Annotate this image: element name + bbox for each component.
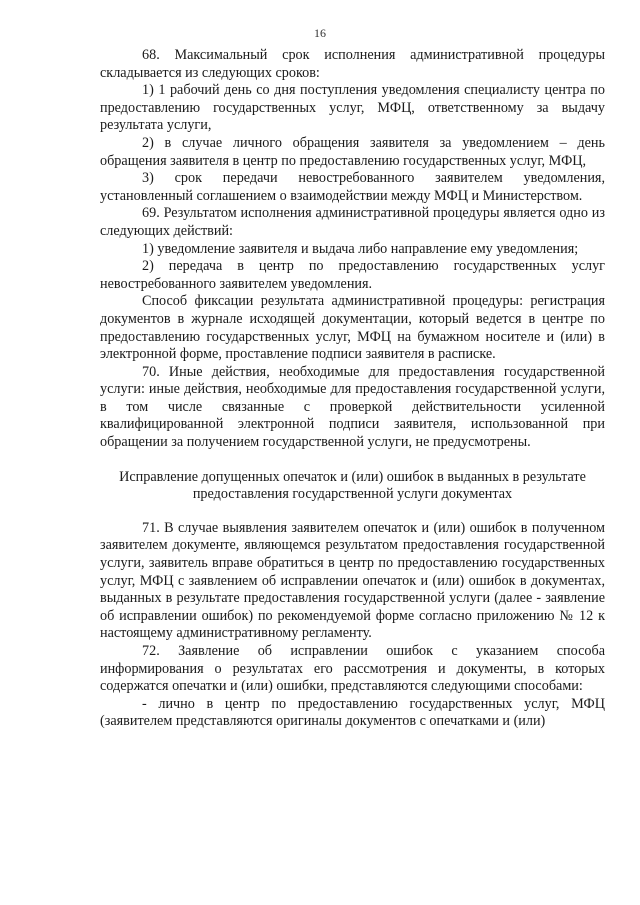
section-heading-line-2: предоставления государственной услуги документах bbox=[192, 486, 513, 503]
paragraph-68: 68. Максимальный срок исполнения административной процедуры складывается из следующих сроков: bbox=[100, 47, 605, 81]
paragraph-68-item-1: 1) 1 рабочий день со дня поступления уведомления специалисту центра по предоставлению государственных услуг, МФЦ, ответственному за выдачу результата услуги, bbox=[100, 82, 605, 134]
paragraph-71: 71. В случае выявления заявителем опечаток и (или) ошибок в полученном заявителем документе, являющемся результатом предоставления государственной услуги, заявитель вправе обратиться в центр по предоставлению государственных услуг, МФЦ с заявлением об исправлении опечаток и (или) ошибок в документах, выданных в результате предоставления государственной услуги (далее - заявление об исправлении ошибок) по рекомендуемой форме согласно приложению № 12 к настоящему административному регламенту. bbox=[100, 519, 605, 642]
paragraph-69: 69. Результатом исполнения административной процедуры является одно из следующих действий: bbox=[100, 205, 605, 239]
paragraph-69-item-2: 2) передача в центр по предоставлению государственных услуг невостребованного заявителем уведомления. bbox=[100, 258, 605, 292]
paragraph-70: 70. Иные действия, необходимые для предоставления государственной услуги: иные действия, необходимые для предоставления государственной услуги, в том числе связанные с проверкой действительности усиленной квалифицированной электронной подписи заявителя, использованной при обращении за получением государственной услуги, не предусмотрены. bbox=[100, 363, 605, 451]
paragraph-72-item-1: - лично в центр по предоставлению государственных услуг, МФЦ (заявителем представляются оригиналы документов с опечатками и (или) bbox=[100, 695, 605, 730]
paragraph-69-fixation: Способ фиксации результата административной процедуры: регистрация документов в журнале исходящей документации, который ведется в центре по предоставлению государственных услуг, МФЦ на бумажном носителе и (или) в электронной форме, проставление подписи заявителя в расписке. bbox=[100, 293, 605, 363]
paragraph-72: 72. Заявление об исправлении ошибок с указанием способа информирования о результатах его рассмотрения и документы, в которых содержатся опечатки и (или) ошибки, представляются следующими способами: bbox=[100, 643, 605, 695]
page-number: 16 bbox=[314, 26, 326, 40]
section-heading-line-1: Исправление допущенных опечаток и (или) ошибок в выданных в результате bbox=[119, 468, 586, 485]
paragraph-69-item-1: 1) уведомление заявителя и выдача либо направление ему уведомления; bbox=[142, 240, 579, 257]
paragraph-68-item-3: 3) срок передачи невостребованного заявителем уведомления, установленный соглашением о взаимодействии между МФЦ и Министерством. bbox=[100, 170, 605, 204]
document-body bbox=[100, 47, 605, 731]
paragraph-68-item-2: 2) в случае личного обращения заявителя за уведомлением – день обращения заявителя в центр по предоставлению государственных услуг, МФЦ, bbox=[100, 134, 605, 169]
section-heading bbox=[100, 469, 605, 504]
